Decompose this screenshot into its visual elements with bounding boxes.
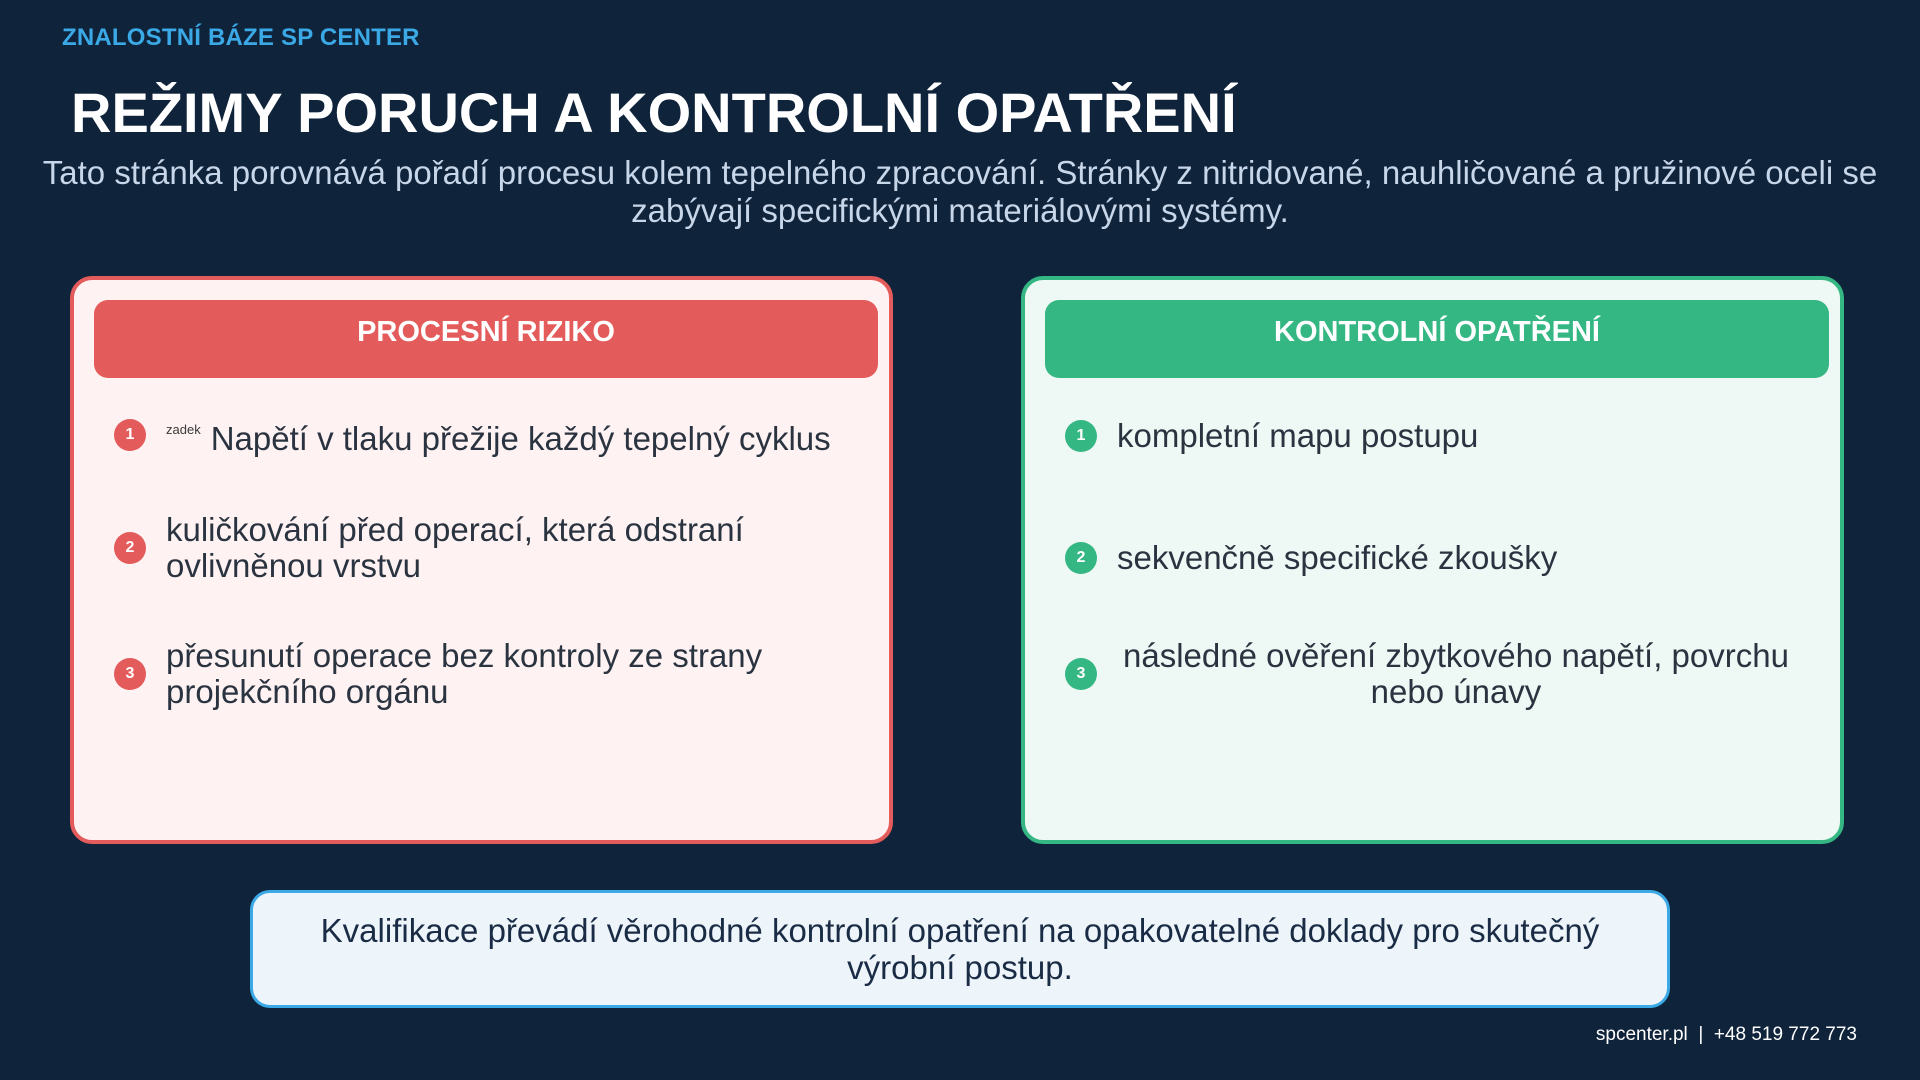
control-item-label: kompletní mapu postupu bbox=[1117, 417, 1479, 454]
control-item-label: následné ověření zbytkového napětí, povrchu nebo únavy bbox=[1123, 637, 1789, 710]
number-badge: 1 bbox=[1065, 420, 1097, 452]
item-tag: zadek bbox=[166, 422, 201, 437]
control-measures-header: KONTROLNÍ OPATŘENÍ bbox=[1045, 300, 1829, 378]
number-badge: 1 bbox=[114, 419, 146, 451]
summary-callout bbox=[250, 890, 1670, 1008]
control-item-1 bbox=[1065, 418, 1795, 454]
control-measures-card bbox=[1021, 276, 1844, 844]
process-risk-card bbox=[70, 276, 893, 844]
control-item-label: sekvenčně specifické zkoušky bbox=[1117, 539, 1558, 576]
number-badge: 3 bbox=[1065, 658, 1097, 690]
risk-item-3 bbox=[114, 638, 844, 710]
number-badge: 2 bbox=[114, 532, 146, 564]
risk-item-label: Napětí v tlaku přežije každý tepelný cyklus bbox=[210, 420, 831, 457]
risk-item-label: kuličkování před operací, která odstraní ovlivněnou vrstvu bbox=[166, 511, 744, 584]
risk-item-text bbox=[166, 412, 831, 457]
control-item-2 bbox=[1065, 540, 1795, 576]
page-subtitle: Tato stránka porovnává pořadí procesu kolem tepelného zpracování. Stránky z nitridované, nauhličované a pružinové oceli se zabývají specifickými materiálovými systémy. bbox=[42, 154, 1878, 229]
page-title: REŽIMY PORUCH A KONTROLNÍ OPATŘENÍ bbox=[71, 81, 1237, 144]
number-badge: 2 bbox=[1065, 542, 1097, 574]
brand-label: ZNALOSTNÍ BÁZE SP CENTER bbox=[62, 24, 420, 51]
callout-text: Kvalifikace převádí věrohodné kontrolní opatření na opakovatelné doklady pro skutečný výrobní postup. bbox=[320, 912, 1600, 986]
control-item-3 bbox=[1065, 638, 1795, 710]
risk-item-1 bbox=[114, 412, 844, 457]
number-badge: 3 bbox=[114, 658, 146, 690]
risk-item-2 bbox=[114, 512, 844, 584]
risk-item-label: přesunutí operace bez kontroly ze strany projekčního orgánu bbox=[166, 637, 763, 710]
process-risk-header: PROCESNÍ RIZIKO bbox=[94, 300, 878, 378]
footer-contact: spcenter.pl | +48 519 772 773 bbox=[1595, 1024, 1857, 1045]
